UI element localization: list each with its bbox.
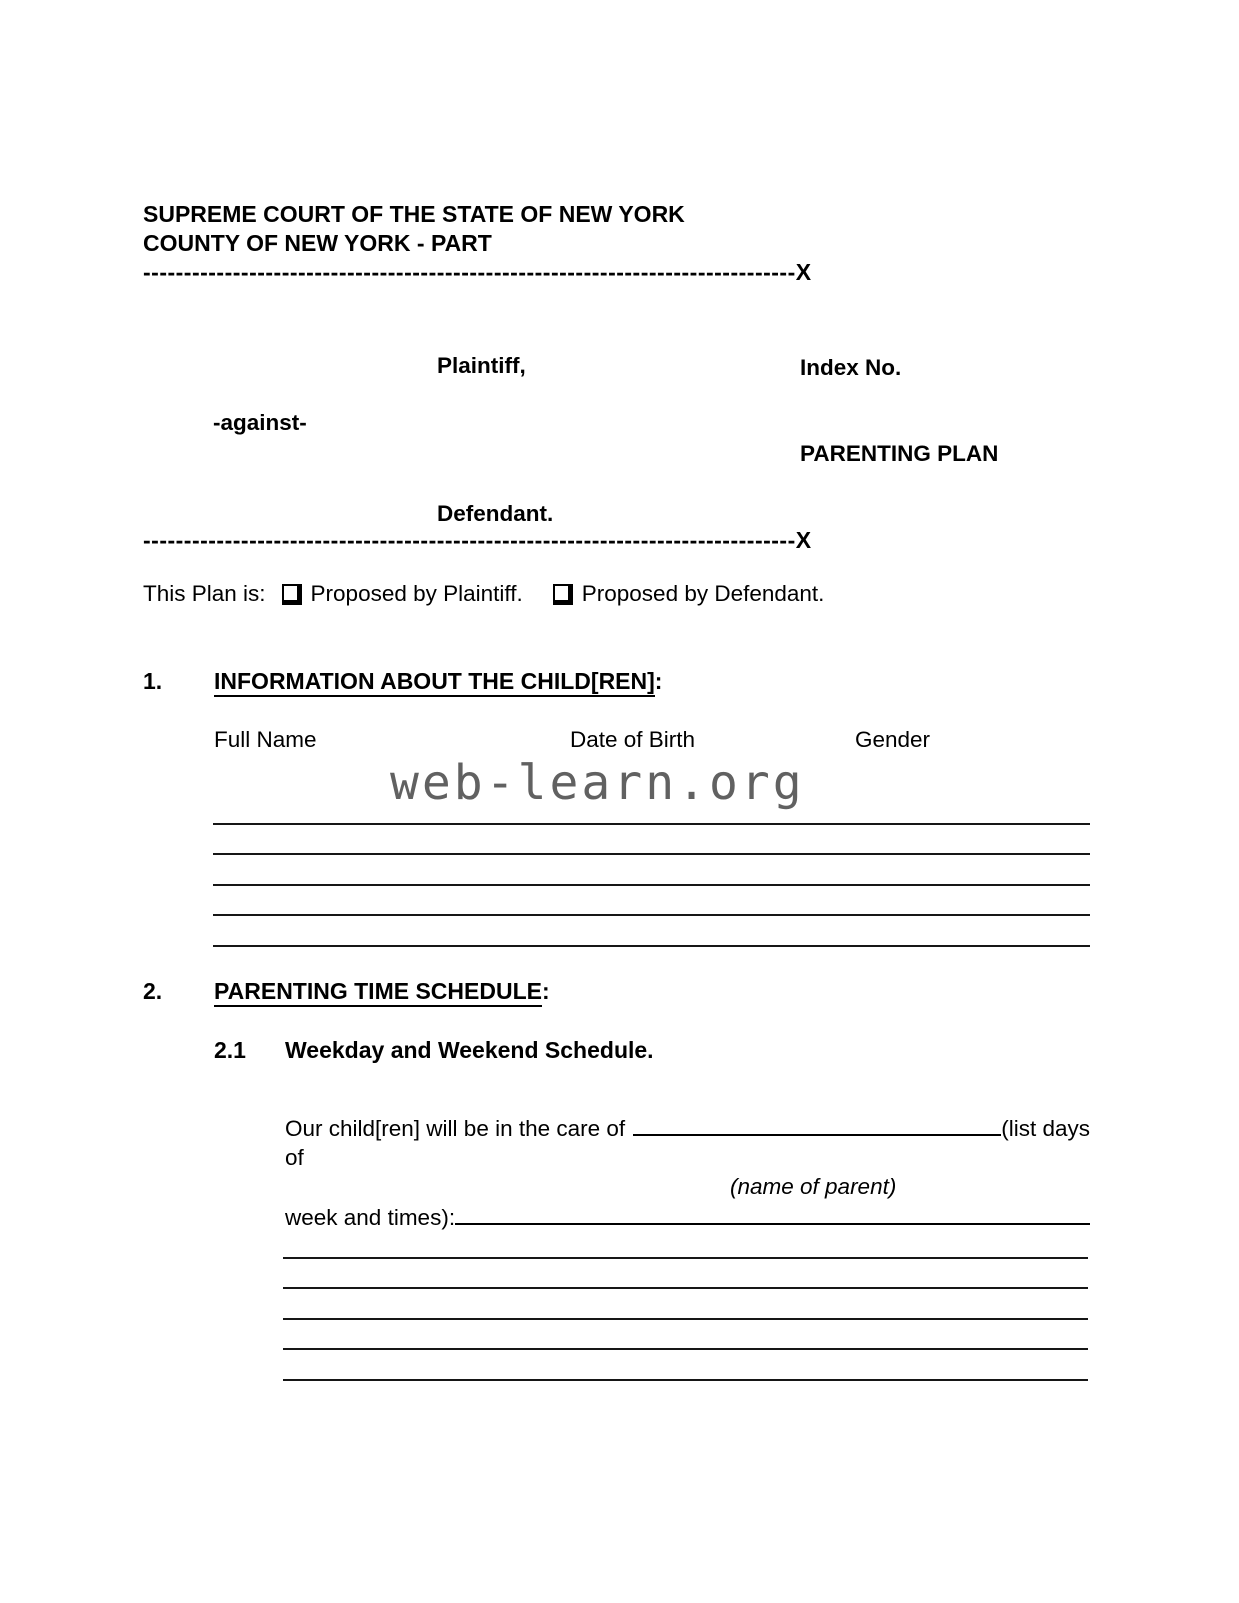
weekday-schedule-paragraph [285,1112,1090,1232]
name-of-parent-hint: (name of parent) [730,1174,897,1199]
blank-rule-line[interactable] [213,794,1090,825]
index-no-label: Index No. [800,355,902,380]
section2-colon: : [541,978,550,1004]
column-header-full-name: Full Name [214,727,317,752]
ballot-checkbox-defendant-icon[interactable] [553,584,573,605]
plan-proposal-row [143,581,824,607]
proposed-by-defendant-label: Proposed by Defendant. [581,581,825,606]
blank-rule-line[interactable] [213,916,1090,947]
defendant-label: Defendant. [437,501,554,526]
against-label: -against- [213,410,307,435]
section1-heading [214,668,662,695]
section2-1-number: 2.1 [214,1037,246,1063]
blank-rule-line[interactable] [283,1350,1088,1381]
blank-rule-line[interactable] [283,1289,1088,1320]
section2-title: PARENTING TIME SCHEDULE [214,978,542,1007]
parent-name-blank-field[interactable] [633,1112,1001,1136]
section2-number: 2. [143,978,163,1004]
week-times-blank-field[interactable] [455,1201,1090,1225]
blank-rule-line[interactable] [283,1259,1088,1290]
schedule-blank-lines[interactable] [283,1228,1088,1381]
of-text: of [285,1145,304,1170]
week-and-times-text: week and times): [285,1205,456,1230]
care-of-text: Our child[ren] will be in the care of [285,1116,626,1141]
court-name-line1: SUPREME COURT OF THE STATE OF NEW YORK [143,201,685,227]
section2-heading [214,978,550,1005]
care-of-row [285,1112,1090,1143]
ballot-checkbox-plaintiff-icon[interactable] [282,584,302,605]
blank-rule-line[interactable] [213,855,1090,886]
blank-rule-line[interactable] [283,1228,1088,1259]
blank-rule-line[interactable] [283,1320,1088,1351]
section1-colon: : [654,668,663,694]
caption-divider-top: --------------------------------------------------------------------------------X [143,259,812,285]
blank-rule-line[interactable] [213,825,1090,856]
section1-number: 1. [143,668,163,694]
children-info-blank-lines[interactable] [213,794,1090,947]
column-header-gender: Gender [855,727,931,752]
court-header [143,200,812,287]
case-caption [143,353,1093,563]
court-name-line2: COUNTY OF NEW YORK - PART [143,230,492,256]
list-days-text: (list days [1001,1116,1090,1141]
column-header-date-of-birth: Date of Birth [570,727,696,752]
plaintiff-label: Plaintiff, [437,353,526,378]
blank-rule-line[interactable] [213,886,1090,917]
section2-1-title: Weekday and Weekend Schedule. [285,1037,654,1063]
document-title: PARENTING PLAN [800,441,999,466]
proposed-by-plaintiff-label: Proposed by Plaintiff. [310,581,523,606]
caption-divider-bottom: --------------------------------------------------------------------------------X [143,527,812,553]
plan-proposal-prefix: This Plan is: [143,581,266,606]
watermark-text: web-learn.org [390,755,805,811]
section1-title: INFORMATION ABOUT THE CHILD[REN] [214,668,655,697]
